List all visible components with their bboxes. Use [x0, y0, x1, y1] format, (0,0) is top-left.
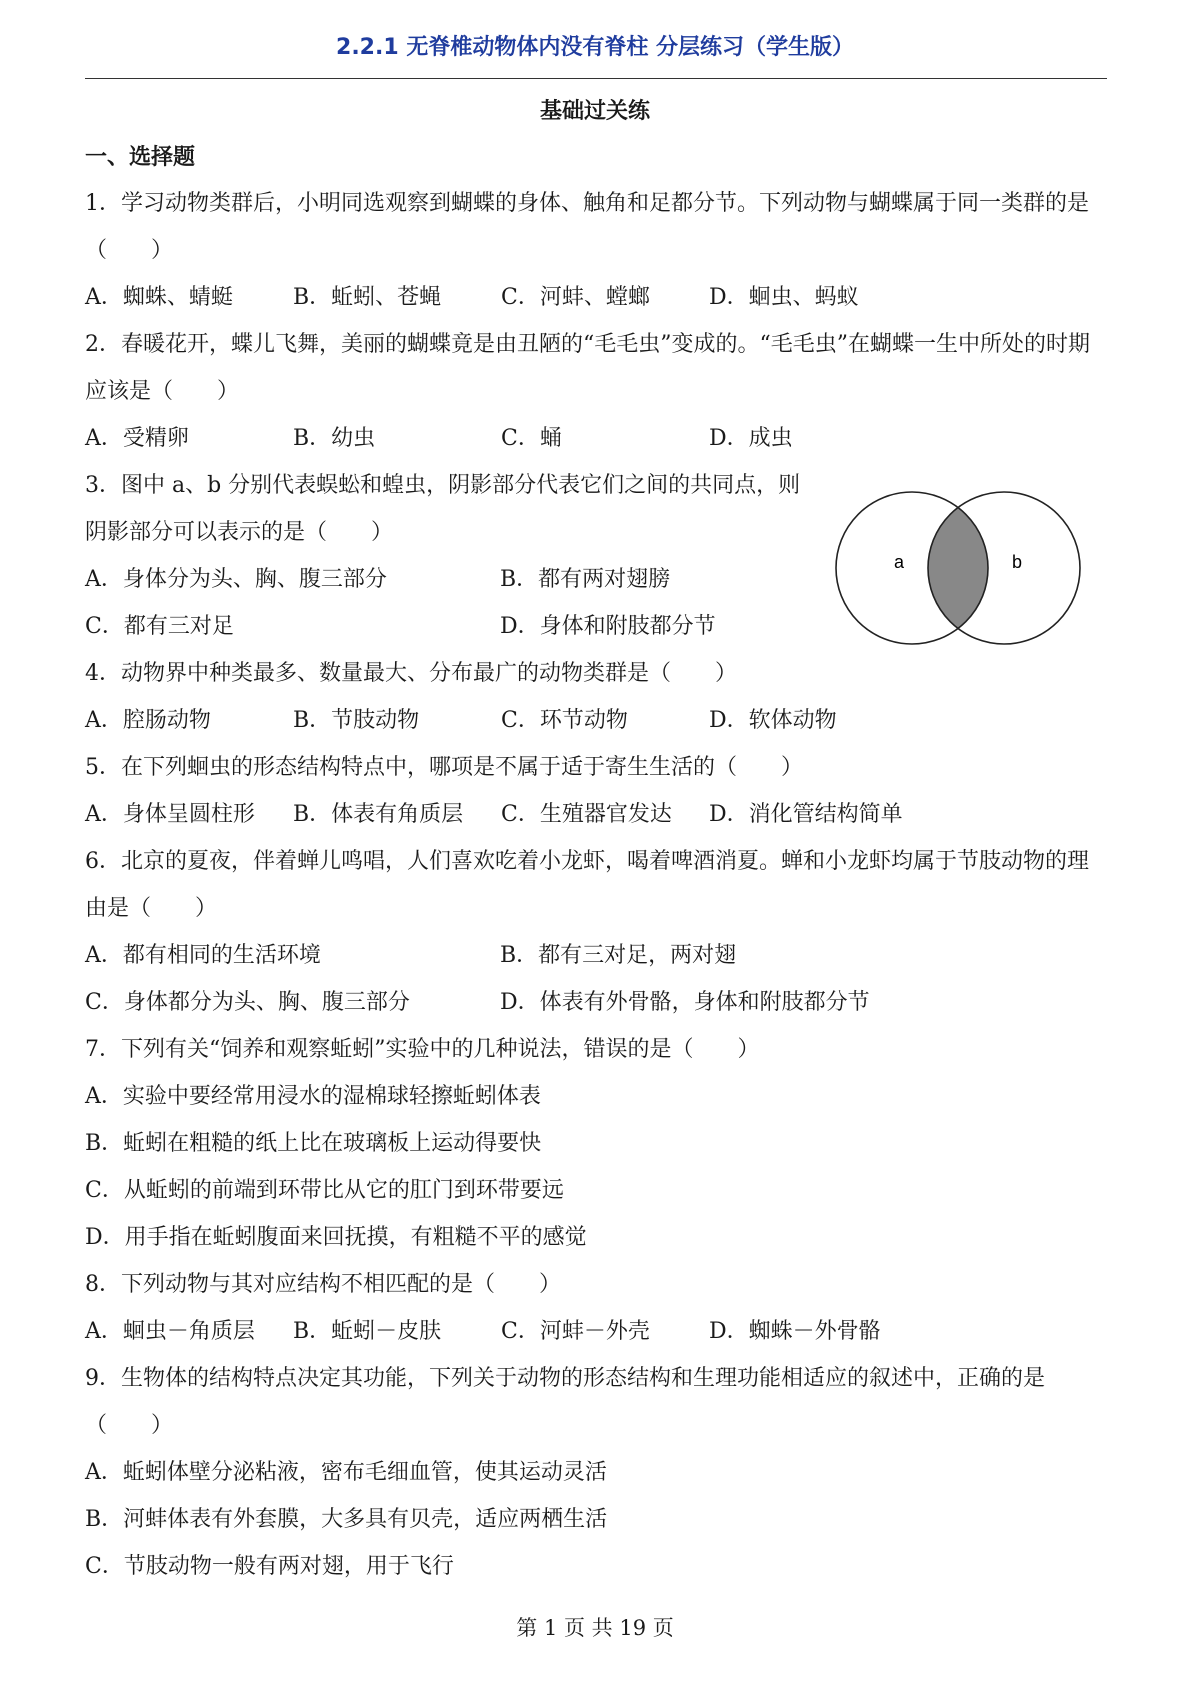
option: A．身体分为头、胸、腹三部分 [85, 567, 387, 592]
option: A．受精卵 [85, 426, 189, 451]
option: B．体表有角质层 [293, 802, 464, 827]
option: B．幼虫 [293, 426, 376, 451]
venn-label-a: a [894, 552, 905, 572]
question-1-options [85, 274, 1107, 321]
option: D．体表有外骨骼，身体和附肢都分节 [500, 990, 870, 1015]
question-2-options [85, 415, 1107, 462]
question-4: 4．动物界中种类最多、数量最大、分布最广的动物类群是（ ） [85, 661, 737, 686]
question-7: 7．下列有关“饲养和观察蚯蚓”实验中的几种说法，错误的是（ ） [85, 1037, 760, 1062]
question-7-options [85, 1073, 1107, 1261]
question-9: 9．生物体的结构特点决定其功能，下列关于动物的形态结构和生理功能相适应的叙述中，正确的是（ ） [85, 1366, 1046, 1438]
question-5-options [85, 791, 1107, 838]
option: B．河蚌体表有外套膜，大多具有贝壳，适应两栖生活 [85, 1507, 608, 1532]
header-divider [85, 78, 1107, 79]
option: D．蛔虫、蚂蚁 [709, 285, 859, 310]
option: B．蚯蚓、苍蝇 [293, 285, 442, 310]
option: A．腔肠动物 [85, 708, 211, 733]
option: D．身体和附肢都分节 [500, 614, 716, 639]
question-9-options [85, 1449, 1107, 1590]
venn-label-b: b [1012, 552, 1023, 572]
option: C．河蚌、螳螂 [501, 285, 650, 310]
venn-diagram [834, 488, 1084, 648]
question-1: 1．学习动物类群后，小明同选观察到蝴蝶的身体、触角和足都分节。下列动物与蝴蝶属于同一类群的是（ ） [85, 191, 1090, 263]
document-title: 2.2.1 无脊椎动物体内没有脊柱 分层练习（学生版） [336, 35, 854, 60]
question-2: 2．春暖花开，蝶儿飞舞，美丽的蝴蝶竟是由丑陋的“毛毛虫”变成的。“毛毛虫”在蝴蝶一生中所处的时期应该是（ ） [85, 332, 1090, 404]
option: B．蚯蚓－皮肤 [293, 1319, 442, 1344]
option: B．都有两对翅膀 [500, 567, 671, 592]
page-number: 第 1 页 共 19 页 [516, 1616, 674, 1640]
option: A．蜘蛛、蜻蜓 [85, 285, 233, 310]
option: A．身体呈圆柱形 [85, 802, 255, 827]
option: D．消化管结构简单 [709, 802, 903, 827]
question-list [85, 180, 1107, 1590]
question-3-options [85, 556, 915, 650]
option: D．软体动物 [709, 708, 837, 733]
question-8-options [85, 1308, 1107, 1355]
section-heading: 一、选择题 [85, 145, 196, 170]
option: D．成虫 [709, 426, 793, 451]
question-3: 3．图中 a、b 分别代表蜈蚣和蝗虫，阴影部分代表它们之间的共同点，则阴影部分可以表示的是（ ） [85, 473, 801, 545]
question-6: 6．北京的夏夜，伴着蝉儿鸣唱，人们喜欢吃着小龙虾，喝着啤酒消夏。蝉和小龙虾均属于节肢动物的理由是（ ） [85, 849, 1090, 921]
question-5: 5．在下列蛔虫的形态结构特点中，哪项是不属于适于寄生生活的（ ） [85, 755, 803, 780]
option: C．节肢动物一般有两对翅，用于飞行 [85, 1554, 454, 1579]
option: A．蛔虫－角质层 [85, 1319, 255, 1344]
option: C．蛹 [501, 426, 562, 451]
option: C．生殖器官发达 [501, 802, 672, 827]
option: C．河蚌－外壳 [501, 1319, 650, 1344]
question-8: 8．下列动物与其对应结构不相匹配的是（ ） [85, 1272, 561, 1297]
option: C．环节动物 [501, 708, 628, 733]
option: A．都有相同的生活环境 [85, 943, 321, 968]
option: A．蚯蚓体壁分泌粘液，密布毛细血管，使其运动灵活 [85, 1460, 607, 1485]
option: C．都有三对足 [85, 614, 234, 639]
option: D．用手指在蚯蚓腹面来回抚摸，有粗糙不平的感觉 [85, 1225, 587, 1250]
option: C．从蚯蚓的前端到环带比从它的肛门到环带要远 [85, 1178, 564, 1203]
question-4-options [85, 697, 1107, 744]
question-6-options [85, 932, 1107, 1026]
option: B．节肢动物 [293, 708, 420, 733]
section-subtitle: 基础过关练 [539, 99, 650, 124]
option: D．蜘蛛－外骨骼 [709, 1319, 881, 1344]
option: B．蚯蚓在粗糙的纸上比在玻璃板上运动得要快 [85, 1131, 542, 1156]
option: B．都有三对足，两对翅 [500, 943, 737, 968]
option: A．实验中要经常用浸水的湿棉球轻擦蚯蚓体表 [85, 1084, 541, 1109]
option: C．身体都分为头、胸、腹三部分 [85, 990, 410, 1015]
